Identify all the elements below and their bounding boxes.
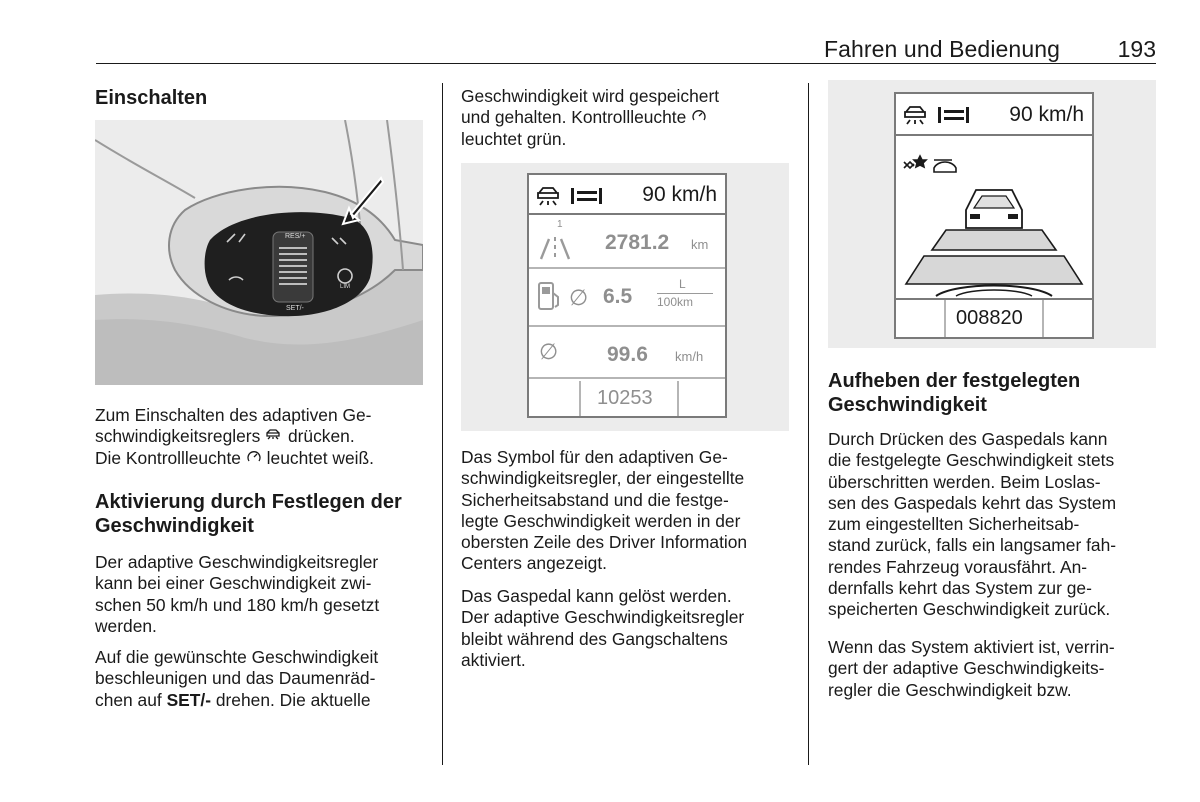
following-distance-icon (938, 106, 970, 124)
res-label: RES/+ (285, 233, 306, 240)
steering-wheel-illustration (95, 120, 423, 385)
paragraph-aktivierung-1: Der adaptive Geschwindigkeitsregler kann bei einer Geschwindigkeit zwi- schen 50 km/h und 180 km/h gesetzt werden. (95, 552, 380, 636)
caption-einschalten: Zum Einschalten des adaptiven Ge- schwindigkeitsreglers drücken. Die Kontrollleuchte leuchtet weiß. (95, 405, 374, 468)
lim-label: LIM (340, 284, 351, 290)
paragraph-aktivierung-2: Auf die gewünschte Geschwindigkeit beschleunigen und das Daumenräd- chen auf SET/- drehen. Die aktuelle (95, 647, 379, 710)
set-minus-label: SET/- (166, 689, 212, 710)
driver-info-display (527, 173, 727, 418)
fuel-row (529, 271, 725, 327)
paragraph-symbol: Das Symbol für den adaptiven Ge- schwindigkeitsregler, der eingestellte Sicherheitsabstand und die festge- legte Geschwindigkeit werden in der obersten Zeile des Driver Information Centers angezeigt. (461, 447, 748, 574)
adaptive-cruise-icon (265, 428, 283, 442)
paragraph-aufheben-2: Wenn das System aktiviert ist, verrin- gert der adaptive Geschwindigkeits- regler die Geschwindigkeit bzw. (828, 637, 1115, 700)
odometer-cell (579, 381, 679, 416)
vehicle-ahead-graphic (896, 138, 1092, 298)
adaptive-cruise-icon (535, 185, 567, 207)
trip-row (529, 217, 725, 269)
fuel-consumption: 6.5 (603, 285, 633, 308)
page-number: 193 (1117, 36, 1156, 62)
steering-wheel-drawing (95, 120, 423, 385)
avg-speed-row (529, 329, 725, 379)
trip-distance-unit: km (691, 237, 709, 252)
column-divider (808, 83, 809, 765)
trip-distance: 2781.2 (605, 231, 670, 254)
trip-number: 1 (557, 219, 563, 230)
avg-speed: 99.6 (607, 343, 648, 366)
avg-speed-unit: km/h (675, 349, 704, 364)
heading-einschalten: Einschalten (95, 87, 208, 109)
column-divider (442, 83, 443, 765)
section-title: Fahren und Bedienung (823, 36, 1060, 62)
avg-speed-symbol: ∅ (539, 339, 559, 364)
trip-road-icon (537, 223, 573, 263)
cruise-control-lamp-icon (691, 109, 707, 123)
fuel-unit-distance: 100km (657, 295, 694, 309)
acc-odometer-cell (944, 300, 1044, 337)
acc-display-top-row (896, 94, 1092, 136)
paragraph-gaspedal: Das Gaspedal kann gelöst werden. Der adaptive Geschwindigkeitsregler bleibt während des Gangschaltens aktiviert. (461, 586, 745, 670)
acc-set-speed: 90 km/h (1009, 103, 1084, 126)
set-label: SET/- (286, 305, 304, 312)
fuel-pump-icon (537, 281, 561, 313)
paragraph-intro: Geschwindigkeit wird gespeichert und gehalten. Kontrollleuchte leuchtet grün. (461, 86, 720, 149)
header-rule (96, 63, 1156, 64)
heading-aktivierung: Aktivierung durch Festlegen der Geschwindigkeit (95, 491, 402, 537)
fuel-unit-fraction-bar (657, 293, 713, 294)
paragraph-aufheben-1: Durch Drücken des Gaspedals kann die festgelegte Geschwindigkeit stets überschritten werden. Beim Loslas- sen des Gaspedals kehrt das System zum eingestellten Sicherheitsab- stand zurück, falls ein langsamer fah- rendes Fahrzeug vorausfährt. An- dernfalls kehrt das System zur ge- speicherten Geschwindigkeit zurück. (828, 429, 1117, 620)
fuel-avg-symbol: ∅ (569, 285, 589, 310)
acc-display-illustration (828, 80, 1156, 348)
adaptive-cruise-icon (902, 104, 934, 126)
acc-odometer: 008820 (956, 307, 1023, 329)
display-top-row (529, 175, 725, 215)
odometer: 10253 (597, 387, 653, 409)
following-distance-icon (571, 187, 603, 205)
set-speed: 90 km/h (642, 183, 717, 206)
cruise-control-lamp-icon (246, 450, 262, 464)
fuel-unit-liters: L (679, 277, 686, 291)
car-ahead-icon (904, 156, 956, 172)
heading-aufheben: Aufheben der festgelegten Geschwindigkeit (828, 370, 1081, 416)
driver-info-illustration (461, 163, 789, 431)
acc-display (894, 92, 1094, 339)
